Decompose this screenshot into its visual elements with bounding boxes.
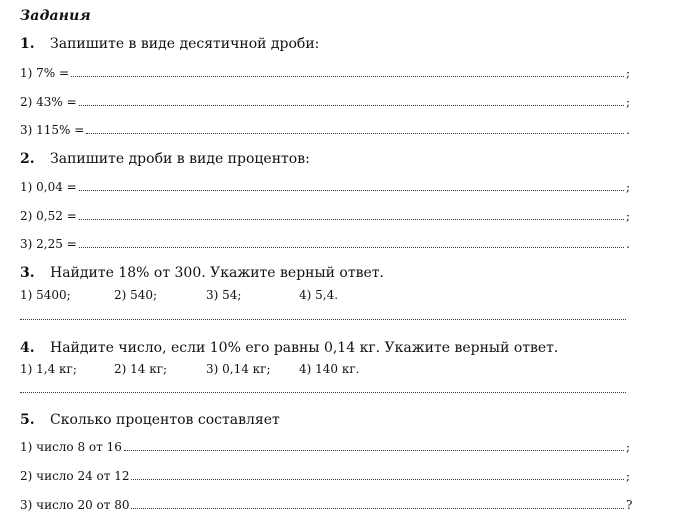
task-4-text: Найдите число, если 10% его равны 0,14 кг. Укажите верный ответ. [50,340,559,356]
task-3-prompt [20,265,384,281]
answer-dotted-line [79,104,624,106]
answer-dotted-line [79,218,624,220]
task-4-option-3[interactable]: 3) 0,14 кг; [206,362,271,376]
task-5-item-2[interactable] [20,469,632,485]
task-1-item-2[interactable] [20,95,632,111]
task-4-answer-line[interactable] [20,391,626,393]
answer-dotted-line [124,449,624,451]
task-1-item-3-end: . [626,123,630,137]
task-2-item-3[interactable] [20,237,632,253]
task-1-item-1[interactable] [20,66,632,82]
task-1-prompt [20,36,319,52]
task-5-prompt [20,412,280,428]
task-5-item-3-end: ? [626,498,633,512]
answer-dotted-line [71,75,624,77]
task-2-text: Запишите дроби в виде процентов: [50,151,310,167]
task-3-option-2[interactable]: 2) 540; [114,288,158,302]
task-2-item-1-end: ; [626,180,631,194]
task-3-option-4[interactable]: 4) 5,4. [299,288,339,302]
task-5-number: 5. [20,412,35,428]
task-1-item-2-label: 2) 43% = [20,95,77,109]
task-5-item-2-end: ; [626,469,631,483]
task-1-item-2-end: ; [626,95,631,109]
task-5-item-1-end: ; [626,440,631,454]
task-4-option-1[interactable]: 1) 1,4 кг; [20,362,77,376]
task-2-item-3-end: . [626,237,630,251]
answer-dotted-line [79,246,624,248]
task-4-option-4[interactable]: 4) 140 кг. [299,362,360,376]
task-1-item-3-label: 3) 115% = [20,123,85,137]
task-2-item-1-label: 1) 0,04 = [20,180,77,194]
task-2-item-2-label: 2) 0,52 = [20,209,77,223]
task-4-option-2[interactable]: 2) 14 кг; [114,362,168,376]
answer-dotted-line [79,189,624,191]
task-5-item-3[interactable] [20,498,632,514]
task-2-prompt [20,151,310,167]
task-5-item-3-label: 3) число 20 от 80 [20,498,130,512]
task-5-item-2-label: 2) число 24 от 12 [20,469,130,483]
task-1-item-3[interactable] [20,123,632,139]
answer-dotted-line [131,478,624,480]
answer-dotted-line [86,132,624,134]
task-2-item-2[interactable] [20,209,632,225]
worksheet-heading: Задания [20,8,91,24]
task-1-text: Запишите в виде десятичной дроби: [50,36,320,52]
task-2-item-2-end: ; [626,209,631,223]
task-5-item-1-label: 1) число 8 от 16 [20,440,122,454]
task-3-option-1[interactable]: 1) 5400; [20,288,71,302]
task-3-text: Найдите 18% от 300. Укажите верный ответ. [50,265,384,281]
answer-dotted-line [131,507,624,509]
task-5-item-1[interactable] [20,440,632,456]
task-3-option-3[interactable]: 3) 54; [206,288,242,302]
task-2-item-1[interactable] [20,180,632,196]
task-4-prompt [20,340,558,356]
task-1-number: 1. [20,36,35,52]
task-5-text: Сколько процентов составляет [50,412,280,428]
task-4-number: 4. [20,340,35,356]
task-3-answer-line[interactable] [20,318,626,320]
task-2-item-3-label: 3) 2,25 = [20,237,77,251]
task-3-number: 3. [20,265,35,281]
task-1-item-1-label: 1) 7% = [20,66,70,80]
task-2-number: 2. [20,151,35,167]
task-1-item-1-end: ; [626,66,631,80]
